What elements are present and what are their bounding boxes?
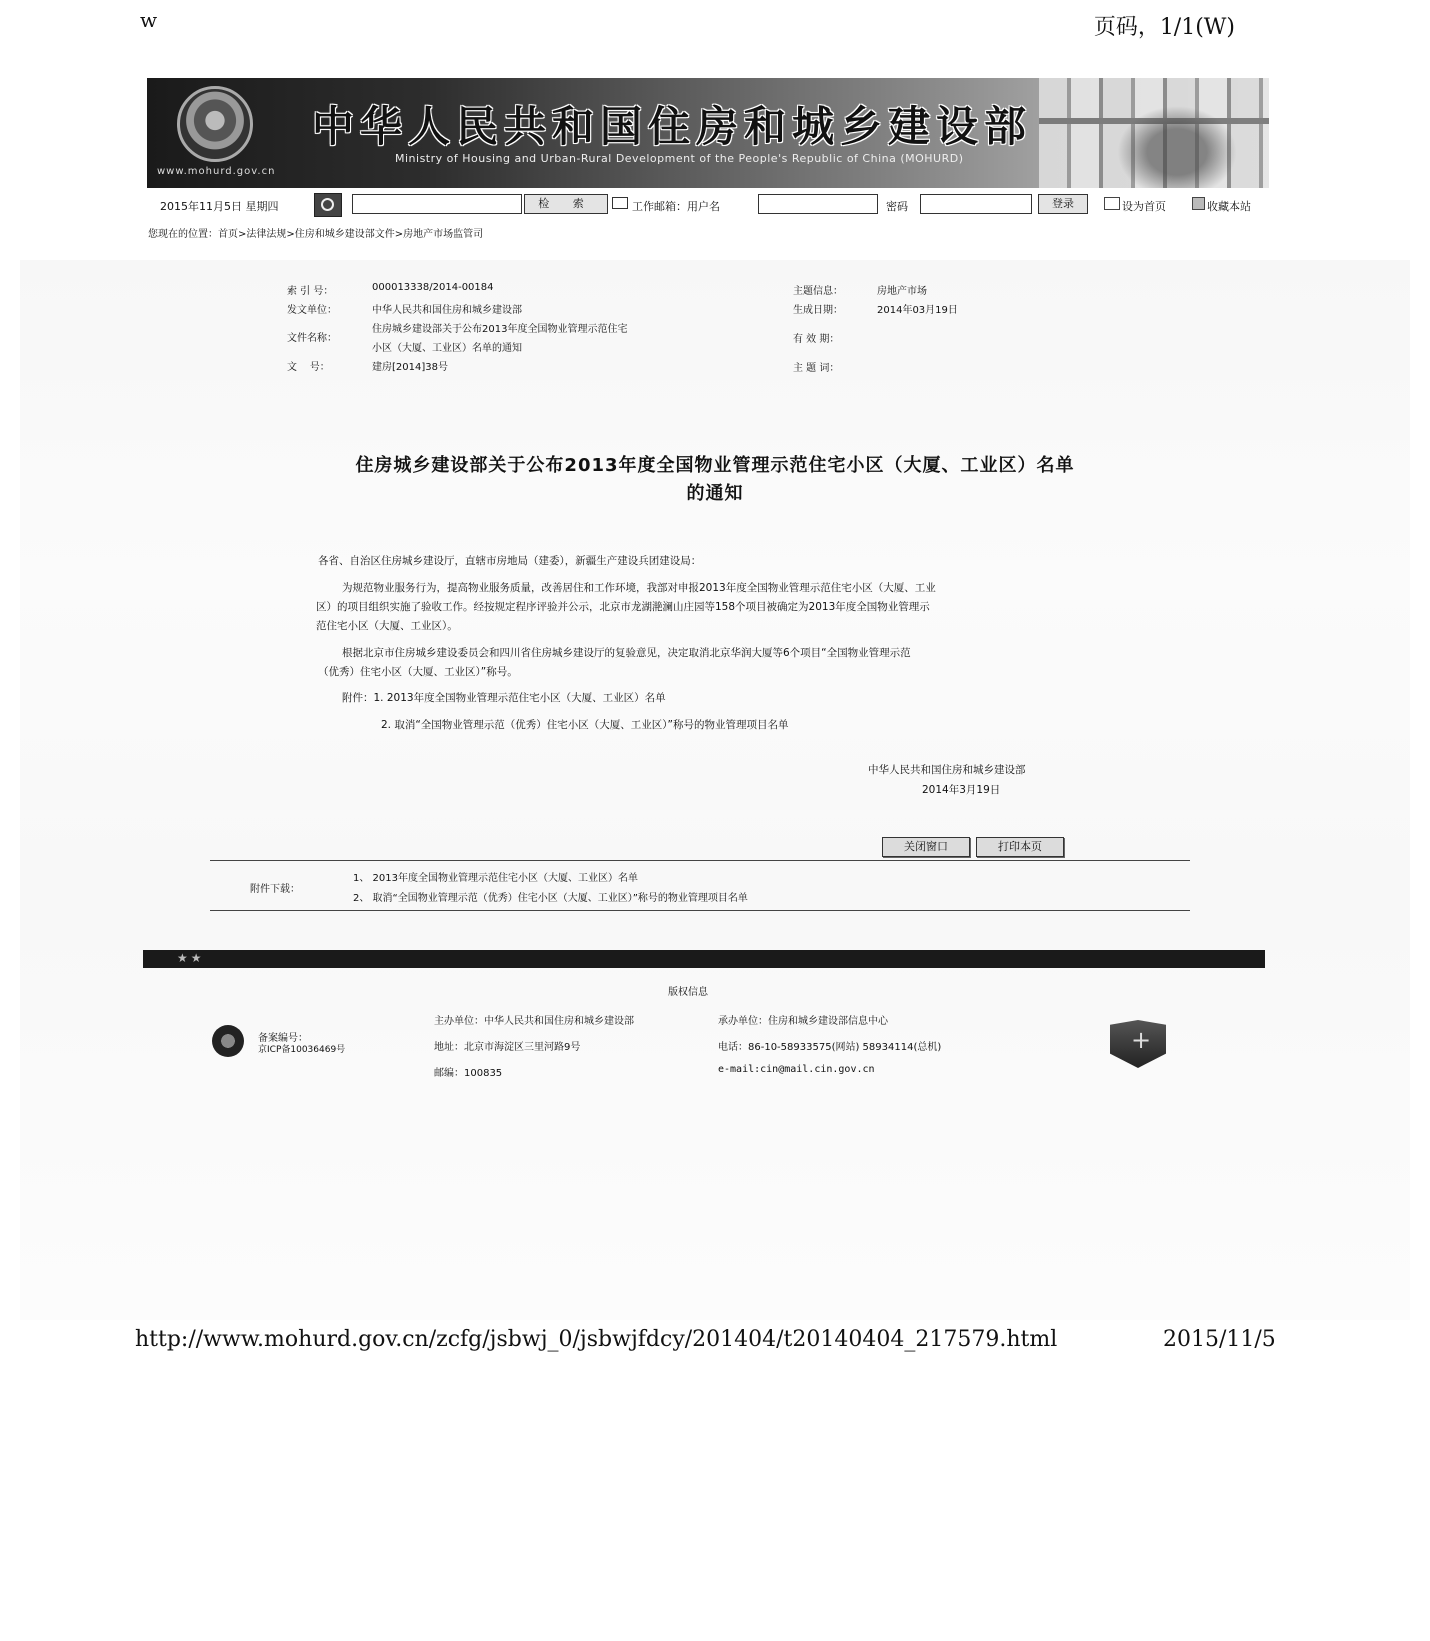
close-window-button[interactable]: 关闭窗口 — [882, 837, 970, 857]
attachment-1: 附件：1. 2013年度全国物业管理示范住宅小区（大厦、工业区）名单 — [342, 692, 666, 704]
date-value: 2014年03月19日 — [877, 305, 958, 316]
attachment-2: 2. 取消“全国物业管理示范（优秀）住宅小区（大厦、工业区）”称号的物业管理项目名单 — [381, 719, 789, 731]
stars-icon: ★★ — [177, 951, 205, 965]
para1-line1: 为规范物业服务行为，提高物业服务质量，改善居住和工作环境，我部对申报2013年度全国物业管理示范住宅小区（大厦、工业 — [342, 582, 936, 594]
mailbox-username-label: 工作邮箱：用户名 — [632, 200, 720, 213]
phone: 电话：86-10-58933575(网站) 58934114(总机) — [718, 1042, 942, 1053]
signature-date: 2014年3月19日 — [922, 784, 1001, 796]
para1-line2: 区）的项目组织实施了验收工作。经按规定程序评验并公示，北京市龙湖滟澜山庄园等158个项目被确定为2013年度全国物业管理示 — [316, 601, 930, 613]
topic-label: 主题信息： — [793, 286, 843, 297]
scan-background — [20, 260, 1410, 1320]
docno-value: 建房[2014]38号 — [372, 362, 448, 373]
valid-label: 有 效 期： — [793, 334, 840, 345]
downloads-label: 附件下载： — [250, 884, 300, 895]
home-icon — [1104, 197, 1120, 210]
password-input[interactable] — [920, 194, 1032, 214]
banner-url: www.mohurd.gov.cn — [157, 166, 276, 177]
record-label: 备案编号： — [258, 1033, 308, 1044]
para2-line2: （优秀）住宅小区（大厦、工业区）”称号。 — [318, 666, 518, 678]
print-page-button[interactable]: 打印本页 — [976, 837, 1064, 857]
divider-bottom — [210, 910, 1190, 911]
login-button[interactable]: 登录 — [1038, 194, 1088, 214]
site-banner — [147, 78, 1269, 188]
docno-label: 文 号： — [287, 362, 330, 373]
username-input[interactable] — [758, 194, 878, 214]
postcode: 邮编：100835 — [434, 1068, 503, 1079]
mail-icon — [612, 197, 628, 209]
toolbar — [160, 193, 1270, 219]
signature-org: 中华人民共和国住房和城乡建设部 — [868, 764, 1026, 776]
search-input[interactable] — [352, 194, 522, 214]
divider-top — [210, 860, 1190, 861]
police-badge-icon — [212, 1025, 244, 1057]
issuer-value: 中华人民共和国住房和城乡建设部 — [372, 305, 522, 316]
password-label: 密码 — [886, 200, 908, 213]
email: e-mail:cin@mail.cin.gov.cn — [718, 1064, 875, 1075]
document-title-line1: 住房城乡建设部关于公布2013年度全国物业管理示范住宅小区（大厦、工业区）名单 — [355, 455, 1075, 476]
document-title — [230, 452, 1200, 508]
filename-label: 文件名称： — [287, 333, 337, 344]
host-org: 主办单位：中华人民共和国住房和城乡建设部 — [434, 1016, 634, 1027]
current-date: 2015年11月5日 星期四 — [160, 200, 279, 213]
print-page-number: 页码，1/1(W) — [1093, 15, 1235, 40]
search-icon[interactable] — [314, 193, 342, 217]
address: 地址：北京市海淀区三里河路9号 — [434, 1042, 581, 1053]
add-favorite-link[interactable]: 收藏本站 — [1207, 200, 1251, 213]
print-header-left: w — [140, 8, 158, 32]
print-date: 2015/11/5 — [1163, 1327, 1276, 1352]
document-title-line2: 的通知 — [686, 483, 744, 504]
keywords-label: 主 题 词： — [793, 363, 840, 374]
index-label: 索 引 号： — [287, 286, 334, 297]
download-link-2[interactable]: 2、 取消“全国物业管理示范（优秀）住宅小区（大厦、工业区）”称号的物业管理项目名单 — [353, 893, 748, 904]
print-url: http://www.mohurd.gov.cn/zcfg/jsbwj_0/jsbwjfdcy/201404/t20140404_217579.html — [135, 1327, 1058, 1352]
topic-value: 房地产市场 — [877, 286, 927, 297]
record-number[interactable]: 京ICP备10036469号 — [258, 1045, 346, 1055]
search-button[interactable]: 检 索 — [524, 194, 608, 214]
download-link-1[interactable]: 1、 2013年度全国物业管理示范住宅小区（大厦、工业区）名单 — [353, 873, 638, 884]
filename-value-line2: 小区（大厦、工业区）名单的通知 — [372, 343, 522, 354]
national-emblem-icon — [177, 86, 253, 162]
bookmark-icon — [1192, 197, 1205, 210]
site-subtitle: Ministry of Housing and Urban-Rural Development of the People's Republic of China (MOHURD) — [395, 152, 964, 165]
breadcrumb: 您现在的位置：首页>法律法规>住房和城乡建设部文件>房地产市场监管司 — [148, 229, 484, 240]
issuer-label: 发文单位： — [287, 305, 337, 316]
set-home-link[interactable]: 设为首页 — [1122, 200, 1166, 213]
site-title: 中华人民共和国住房和城乡建设部 — [312, 102, 1033, 151]
footer-bar — [143, 950, 1265, 968]
copyright-link[interactable]: 版权信息 — [668, 987, 708, 998]
para1-line3: 范住宅小区（大厦、工业区）。 — [316, 620, 458, 632]
tree-image — [1107, 98, 1247, 188]
date-label: 生成日期： — [793, 305, 843, 316]
organizer-org: 承办单位：住房和城乡建设部信息中心 — [718, 1016, 888, 1027]
index-value: 000013338/2014-00184 — [372, 282, 494, 293]
filename-value-line1: 住房城乡建设部关于公布2013年度全国物业管理示范住宅 — [372, 324, 628, 335]
salutation: 各省、自治区住房城乡建设厅，直辖市房地局（建委），新疆生产建设兵团建设局： — [318, 555, 702, 567]
para2-line1: 根据北京市住房城乡建设委员会和四川省住房城乡建设厅的复验意见，决定取消北京华润大厦等6个项目“全国物业管理示范 — [342, 647, 911, 659]
